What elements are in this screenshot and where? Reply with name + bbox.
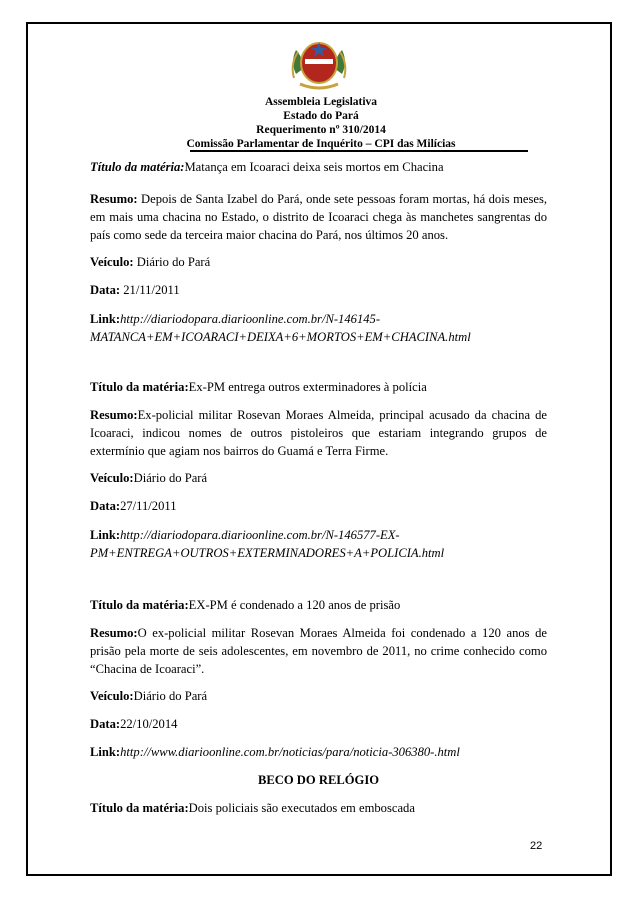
resumo-label: Resumo: bbox=[90, 408, 138, 422]
entry-title: Matança em Icoaraci deixa seis mortos em Chacina bbox=[184, 160, 444, 174]
data-label: Data: bbox=[90, 717, 121, 731]
entry-link-continued[interactable]: PM+ENTREGA+OUTROS+EXTERMINADORES+A+POLICIA.html bbox=[90, 546, 445, 560]
entry-title: Dois policiais são executados em emboscada bbox=[188, 801, 415, 815]
entry-3-link bbox=[90, 743, 547, 761]
header-line-2: Estado do Pará bbox=[283, 110, 359, 122]
entry-date: 22/10/2014 bbox=[120, 717, 178, 731]
entry-vehicle: Diário do Pará bbox=[133, 255, 211, 269]
entry-summary: Ex-policial militar Rosevan Moraes Almeida, principal acusado da chacina de Icoaraci, indicou nomes de outros pistoleiros que estariam integrando grupos de extermínio que agiam nos bairros do Guamá e Terra Firme. bbox=[90, 408, 547, 458]
entry-2-date bbox=[90, 497, 547, 515]
header-line-4: Comissão Parlamentar de Inquérito – CPI das Milícias bbox=[186, 138, 456, 150]
veiculo-label: Veículo: bbox=[90, 255, 134, 269]
entry-2-summary bbox=[90, 406, 547, 460]
entry-1-vehicle bbox=[90, 253, 547, 271]
link-label: Link: bbox=[90, 528, 121, 542]
entry-1-date bbox=[90, 281, 547, 299]
entry-date: 21/11/2011 bbox=[120, 283, 180, 297]
entry-4-title-row bbox=[90, 799, 547, 817]
header-line-3: Requerimento nº 310/2014 bbox=[256, 124, 386, 136]
coat-of-arms-emblem-icon bbox=[286, 34, 352, 92]
entry-vehicle: Diário do Pará bbox=[133, 689, 208, 703]
entry-date: 27/11/2011 bbox=[120, 499, 177, 513]
header-line-1: Assembleia Legislativa bbox=[264, 96, 378, 108]
entry-link[interactable]: http://www.diarioonline.com.br/noticias/para/noticia-306380-.html bbox=[120, 745, 460, 759]
veiculo-label: Veículo: bbox=[90, 689, 134, 703]
entry-1-title-row bbox=[90, 158, 547, 176]
entry-title: EX-PM é condenado a 120 anos de prisão bbox=[188, 598, 401, 612]
resumo-label: Resumo: bbox=[90, 626, 138, 640]
titulo-label: Título da matéria: bbox=[90, 598, 189, 612]
entry-2-vehicle bbox=[90, 469, 547, 487]
resumo-label: Resumo: bbox=[90, 192, 138, 206]
link-label: Link: bbox=[90, 312, 121, 326]
entry-link[interactable]: http://diariodopara.diarioonline.com.br/N-146577-EX- bbox=[120, 528, 400, 542]
section-heading: BECO DO RELÓGIO bbox=[257, 773, 380, 787]
data-label: Data: bbox=[90, 499, 121, 513]
entry-title: Ex-PM entrega outros exterminadores à polícia bbox=[188, 380, 427, 394]
entry-link[interactable]: http://diariodopara.diarioonline.com.br/N-146145- bbox=[120, 312, 381, 326]
link-label: Link: bbox=[90, 745, 121, 759]
veiculo-label: Veículo: bbox=[90, 471, 134, 485]
entry-summary: Depois de Santa Izabel do Pará, onde sete pessoas foram mortas, há dois meses, em mais uma chacina no Estado, o distrito de Icoaraci chega às manchetes sangrentas do país como sede da terceira maior chacina do Pará, nos últimos 20 anos. bbox=[90, 192, 547, 242]
entry-3-vehicle bbox=[90, 687, 547, 705]
data-label: Data: bbox=[90, 283, 121, 297]
header-divider bbox=[190, 150, 528, 152]
entry-2-title-row bbox=[90, 378, 547, 396]
entry-3-title-row bbox=[90, 596, 547, 614]
entry-2-link bbox=[90, 526, 547, 562]
entry-link-continued[interactable]: MATANCA+EM+ICOARACI+DEIXA+6+MORTOS+EM+CHACINA.html bbox=[90, 330, 471, 344]
titulo-label: Título da matéria: bbox=[90, 801, 189, 815]
entry-3-summary bbox=[90, 624, 547, 678]
entry-vehicle: Diário do Pará bbox=[133, 471, 208, 485]
page-number: 22 bbox=[530, 840, 543, 852]
titulo-label: Título da matéria: bbox=[90, 380, 189, 394]
entry-1-link bbox=[90, 310, 547, 346]
entry-3-date bbox=[90, 715, 547, 733]
entry-summary: O ex-policial militar Rosevan Moraes Almeida foi condenado a 120 anos de prisão pela morte de seis adolescentes, em novembro de 2011, no crime conhecido como “Chacina de Icoaraci”. bbox=[90, 626, 547, 676]
titulo-label: Título da matéria: bbox=[90, 160, 185, 174]
entry-1-summary bbox=[90, 190, 547, 244]
